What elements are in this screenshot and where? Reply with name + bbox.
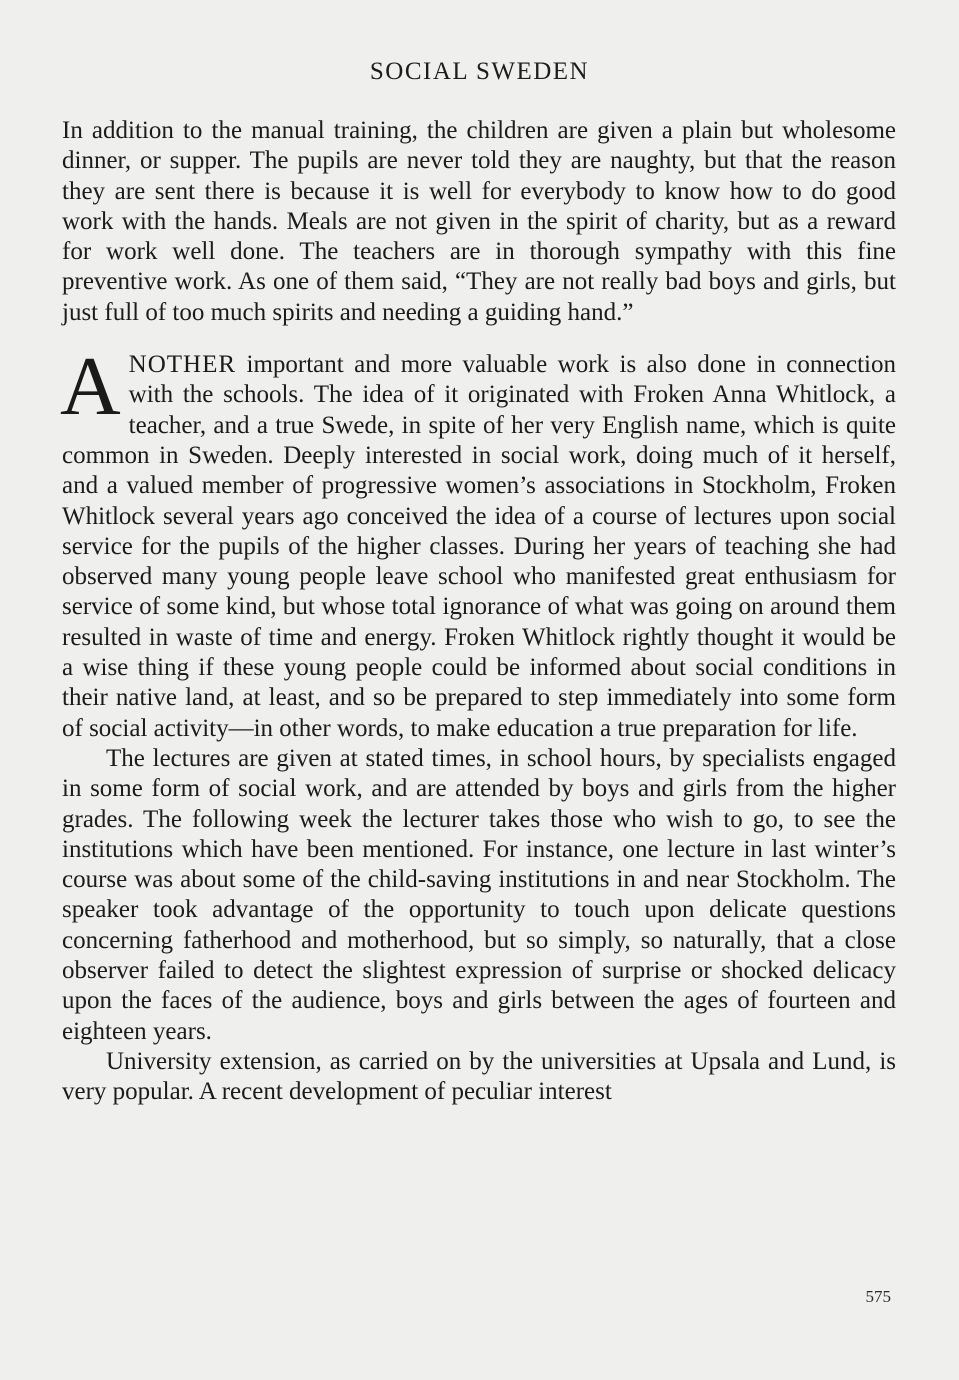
paragraph-university-extension: University extension, as carried on by the universities at Upsala and Lund, is very popular. A recent development of peculiar interest [62, 1047, 896, 1106]
paragraph-lecture-details: The lectures are given at stated times, in school hours, by specialists engaged in some form of social work, and are attended by boys and girls from the higher grades. The following week the lecturer takes those who wish to go, to see the institutions which have been mentioned. For instance, one lecture in last winter’s course was about some of the child-saving institutions in and near Stockholm. The speaker took advantage of the opportunity to touch upon delicate questions concerning fatherhood and motherhood, but so simply, so naturally, that a close observer failed to detect the slightest expression of surprise or shocked delicacy upon the faces of the audience, boys and girls between the ages of fourteen and eighteen years. [62, 744, 896, 1045]
paragraph-manual-training: In addition to the manual training, the children are given a plain but wholesome dinner, or supper. The pupils are never told they are naughty, but that the reason they are sent there is because it is well for everybody to know how to do good work with the hands. Meals are not given in the spirit of charity, but as a reward for work well done. The teachers are in thorough sympathy with this fine preventive work. As one of them said, “They are not really bad boys and girls, but just full of too much spirits and needing a guiding hand.” [62, 117, 896, 326]
running-title: SOCIAL SWEDEN [369, 58, 590, 85]
page-number: 575 [865, 1287, 891, 1306]
body-text [62, 116, 896, 1108]
paragraph-social-lectures [60, 340, 896, 744]
paragraph-body: important and more valuable work is also done in connection with the schools. The idea of it originated with Froken Anna Whitlock, a teacher, and a true Swede, in spite of her very English name, which is quite common in Sweden. Deeply interested in social work, doing much of it herself, and a valued member of progressive women’s associations in Stockholm, Froken Whitlock several years ago conceived the idea of a course of lectures upon social service for the pupils of the higher classes. During her years of teaching she had observed many young people leave school who manifested great enthusiasm for service of some kind, but whose total ignorance of what was going on around them resulted in waste of time and energy. Froken Whitlock rightly thought it would be a wise thing if these young people could be informed about social conditions in their native land, at least, and so be prepared to step immediately into some form of social activity—in other words, to make education a true preparation for life. [62, 351, 896, 742]
drop-cap: A [60, 340, 121, 434]
lead-word: NOTHER [128, 351, 237, 379]
